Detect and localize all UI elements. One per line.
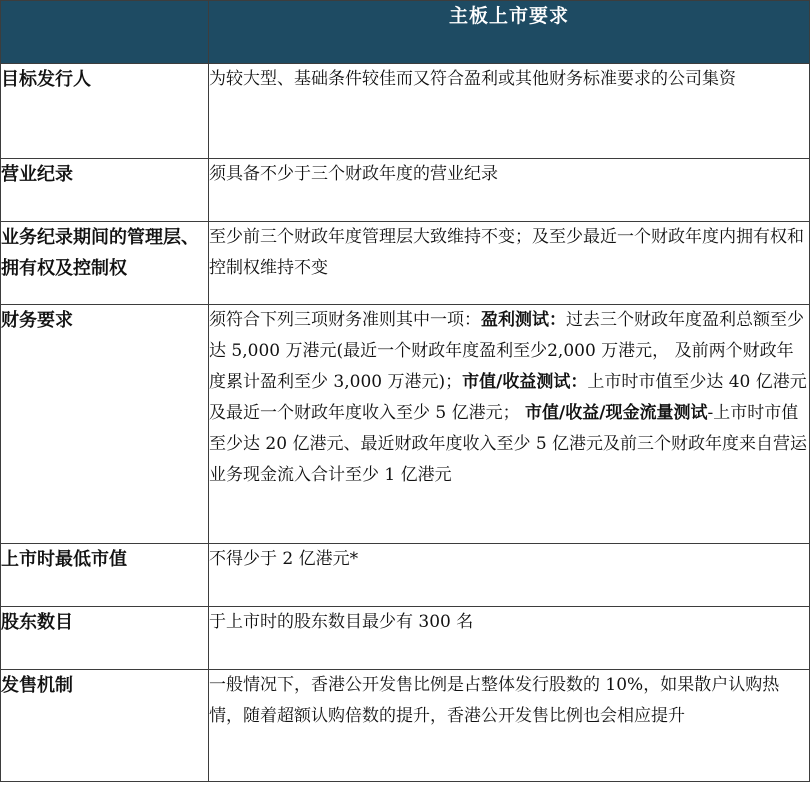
table-row bbox=[1, 670, 810, 782]
table-row bbox=[1, 607, 810, 670]
row-value-offering-mechanism: 一般情况下，香港公开发售比例是占整体发行股数的 10%，如果散户认购热情，随着超额认购倍数的提升，香港公开发售比例也会相应提升 bbox=[209, 670, 810, 782]
market-cap-revenue-test-text: 上市时市值至少达 40 亿港元及最近一个财政年度收入至少 5 亿港元； bbox=[209, 372, 807, 423]
row-label-financial-requirements: 财务要求 bbox=[1, 305, 209, 544]
table-row bbox=[1, 305, 810, 544]
table-header-row bbox=[1, 1, 810, 64]
row-value-shareholder-count: 于上市时的股东数目最少有 300 名 bbox=[209, 607, 810, 670]
market-cap-revenue-test-title: 市值/收益测试： bbox=[462, 372, 588, 392]
row-label-trading-record: 营业纪录 bbox=[1, 159, 209, 222]
header-corner-cell bbox=[1, 1, 209, 64]
market-cap-revenue-cashflow-test-text: -上市时市值至少达 20 亿港元、最近财政年度收入至少 5 亿港元及前三个财政年度来自营运业务现金流入合计至少 1 亿港元 bbox=[209, 403, 808, 485]
row-label-offering-mechanism: 发售机制 bbox=[1, 670, 209, 782]
header-title: 主板上市要求 bbox=[209, 1, 810, 64]
table-row bbox=[1, 544, 810, 607]
financial-intro: 须符合下列三项财务准则其中一项： bbox=[209, 310, 481, 330]
market-cap-revenue-cashflow-test-title: 市值/收益/现金流量测试 bbox=[525, 403, 708, 423]
row-label-management-ownership: 业务纪录期间的管理层、拥有权及控制权 bbox=[1, 222, 209, 305]
row-label-target-issuer: 目标发行人 bbox=[1, 64, 209, 159]
row-value-target-issuer: 为较大型、基础条件较佳而又符合盈利或其他财务标准要求的公司集资 bbox=[209, 64, 810, 159]
row-value-financial-requirements bbox=[209, 305, 810, 544]
row-value-management-ownership: 至少前三个财政年度管理层大致维持不变；及至少最近一个财政年度内拥有权和控制权维持不变 bbox=[209, 222, 810, 305]
table-row bbox=[1, 159, 810, 222]
row-label-minimum-market-cap: 上市时最低市值 bbox=[1, 544, 209, 607]
row-value-trading-record: 须具备不少于三个财政年度的营业纪录 bbox=[209, 159, 810, 222]
profit-test-text: 过去三个财政年度盈利总额至少达 5,000 万港元(最近一个财政年度盈利至少2,000 万港元， 及前两个财政年度累计盈利至少 3,000 万港元)； bbox=[209, 310, 804, 392]
table-row bbox=[1, 222, 810, 305]
table-row bbox=[1, 64, 810, 159]
profit-test-title: 盈利测试： bbox=[481, 310, 566, 330]
row-value-minimum-market-cap: 不得少于 2 亿港元* bbox=[209, 544, 810, 607]
row-label-shareholder-count: 股东数目 bbox=[1, 607, 209, 670]
